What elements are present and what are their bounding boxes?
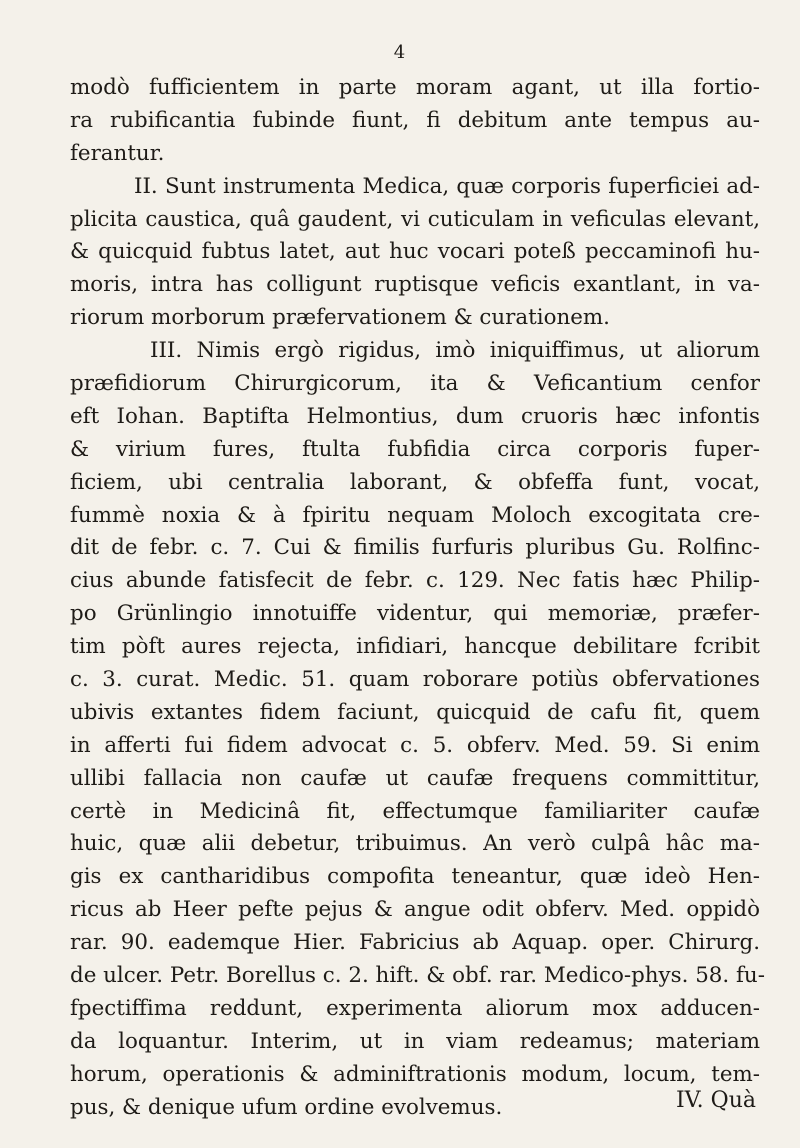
text-line: ubivis extantes fidem faciunt, quicquid de cafu fit, quem [70,699,760,725]
text-line: III. Nimis ergò rigidus, imò iniquiffimus, ut aliorum [150,338,760,364]
text-line: da loquantur. Interim, ut in viam redeamus; materiam [70,1028,760,1054]
text-line: in afferti fui fidem advocat c. 5. obferv. Med. 59. Si enim [70,732,760,758]
text-line: cius abunde fatisfecit de febr. c. 129. Nec fatis hæc Philip- [70,568,760,594]
text-line: huic, quæ alii debetur, tribuimus. An verò culpâ hâc ma- [70,831,760,857]
catchword: IV. Quà [675,1088,756,1113]
text-line: moris, intra has colligunt ruptisque veficis exantlant, in va- [70,272,760,298]
text-line: pus, & denique ufum ordine evolvemus. [70,1094,503,1120]
text-line: ricus ab Heer pefte pejus & angue odit obferv. Med. oppidò [70,897,760,923]
main-text [70,72,765,1125]
text-line: certè in Medicinâ fit, effectumque familiariter caufæ [70,798,760,824]
text-line: dit de febr. c. 7. Cui & fimilis furfuris pluribus Gu. Rolfinc- [70,535,760,561]
text-line: ra rubificantia fubinde fiunt, fi debitum ante tempus au- [70,107,760,133]
text-line: modò fufficientem in parte moram agant, ut illa fortio- [70,75,760,100]
text-line: & virium fures, ftulta fubfidia circa corporis fuper- [70,436,760,462]
text-line: c. 3. curat. Medic. 51. quam roborare potiùs obfervationes [70,667,760,693]
text-line: tim pòft aures rejecta, infidiari, hancque debilitare fcribit [70,634,760,660]
text-line: horum, operationis & adminiftrationis modum, locum, tem- [70,1061,760,1087]
text-line: præfidiorum Chirurgicorum, ita & Veficantium cenfor [70,371,760,397]
text-line: ficiem, ubi centralia laborant, & obfeffa funt, vocat, [70,469,760,495]
text-line: rar. 90. eademque Hier. Fabricius ab Aquap. oper. Chirurg. [70,930,760,956]
page-number: 4 [393,42,407,63]
text-line: fpectiffima reddunt, experimenta aliorum mox adducen- [70,995,760,1021]
text-line: po Grünlingio innotuiffe videntur, qui memoriæ, præfer- [70,601,760,627]
text-line: de ulcer. Petr. Borellus c. 2. hift. & obf. rar. Medico-phys. 58. fu- [70,963,765,989]
text-line: ullibi fallacia non caufæ ut caufæ frequens committitur, [70,765,760,791]
text-line: & quicquid fubtus latet, aut huc vocari poteß peccaminofi hu- [70,239,760,265]
text-line: eft Iohan. Baptifta Helmontius, dum cruoris hæc infontis [70,403,760,429]
text-line: II. Sunt instrumenta Medica, quæ corporis fuperficiei ad- [134,173,760,199]
text-line: riorum morborum præfervationem & curationem. [70,305,610,331]
text-line: fummè noxia & à fpiritu nequam Moloch excogitata cre- [70,502,760,528]
text-line: gis ex cantharidibus compofita teneantur, quæ ideò Hen- [70,864,760,890]
text-line: ferantur. [70,140,165,166]
text-line: plicita caustica, quâ gaudent, vi cuticulam in veficulas elevant, [70,206,760,232]
